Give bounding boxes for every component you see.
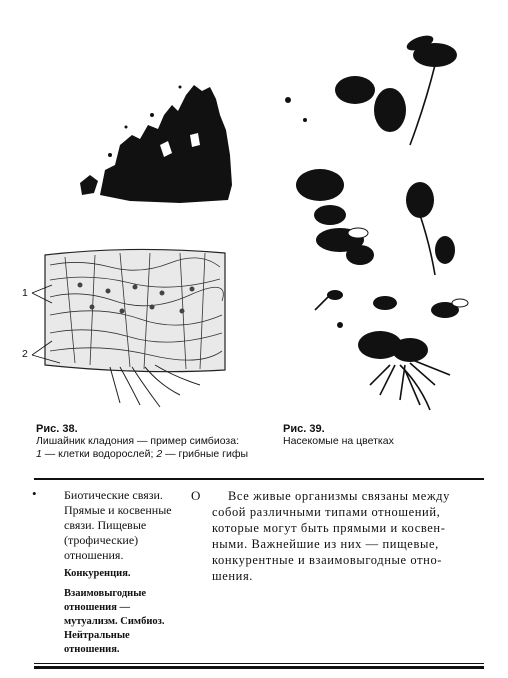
main-text bbox=[212, 488, 494, 584]
top-rule bbox=[34, 478, 484, 480]
main-text-line: собой различными типами отношений, bbox=[212, 505, 441, 519]
callout-1: 1 bbox=[22, 287, 28, 299]
sidebar-term: мутуализм. Симбиоз. bbox=[64, 616, 165, 627]
main-text-line: которые могут быть прямыми и косвен- bbox=[212, 521, 446, 535]
callout-2: 2 bbox=[22, 348, 28, 360]
drop-letter: О bbox=[191, 488, 201, 503]
sidebar bbox=[64, 488, 194, 657]
sidebar-term: Взаимовыгодные bbox=[64, 588, 147, 599]
sidebar-line: Прямые и косвенные bbox=[64, 503, 172, 517]
lichen-cross-section bbox=[20, 245, 235, 420]
sidebar-line: (трофические) bbox=[64, 533, 139, 547]
sidebar-term: Конкуренция. bbox=[64, 568, 131, 579]
figure-38-label: Рис. 38. bbox=[36, 423, 78, 435]
main-text-line: Все живые организмы связаны между bbox=[228, 489, 450, 503]
main-text-line: шения. bbox=[212, 569, 254, 583]
bottom-rule-thick bbox=[34, 666, 484, 669]
bottom-rule-thin bbox=[34, 663, 484, 664]
sidebar-line: Биотические связи. bbox=[64, 488, 163, 502]
figure-38-caption-line2: 1 — клетки водорослей; 2 — грибные гифы bbox=[36, 448, 249, 460]
lichen-photo bbox=[60, 75, 240, 205]
figure-38-caption bbox=[36, 423, 251, 461]
sidebar-bullet: • bbox=[32, 486, 37, 501]
figure-39-caption bbox=[283, 423, 483, 448]
main-text-line: ными. Важнейшие из них — пищевые, bbox=[212, 537, 439, 551]
figure-39-caption-text: Насекомые на цветках bbox=[283, 435, 394, 447]
sidebar-term: Нейтральные bbox=[64, 630, 130, 641]
sidebar-line: отношения. bbox=[64, 548, 124, 562]
sidebar-line: связи. Пищевые bbox=[64, 518, 147, 532]
sidebar-term: отношения — bbox=[64, 602, 130, 613]
insects-illustration bbox=[270, 25, 495, 415]
figure-39-label: Рис. 39. bbox=[283, 423, 325, 435]
main-text-line: конкурентные и взаимовыгодные отно- bbox=[212, 553, 443, 567]
figure-38-caption-line1: Лишайник кладония — пример симбиоза: bbox=[36, 435, 239, 447]
sidebar-term: отношения. bbox=[64, 644, 120, 655]
